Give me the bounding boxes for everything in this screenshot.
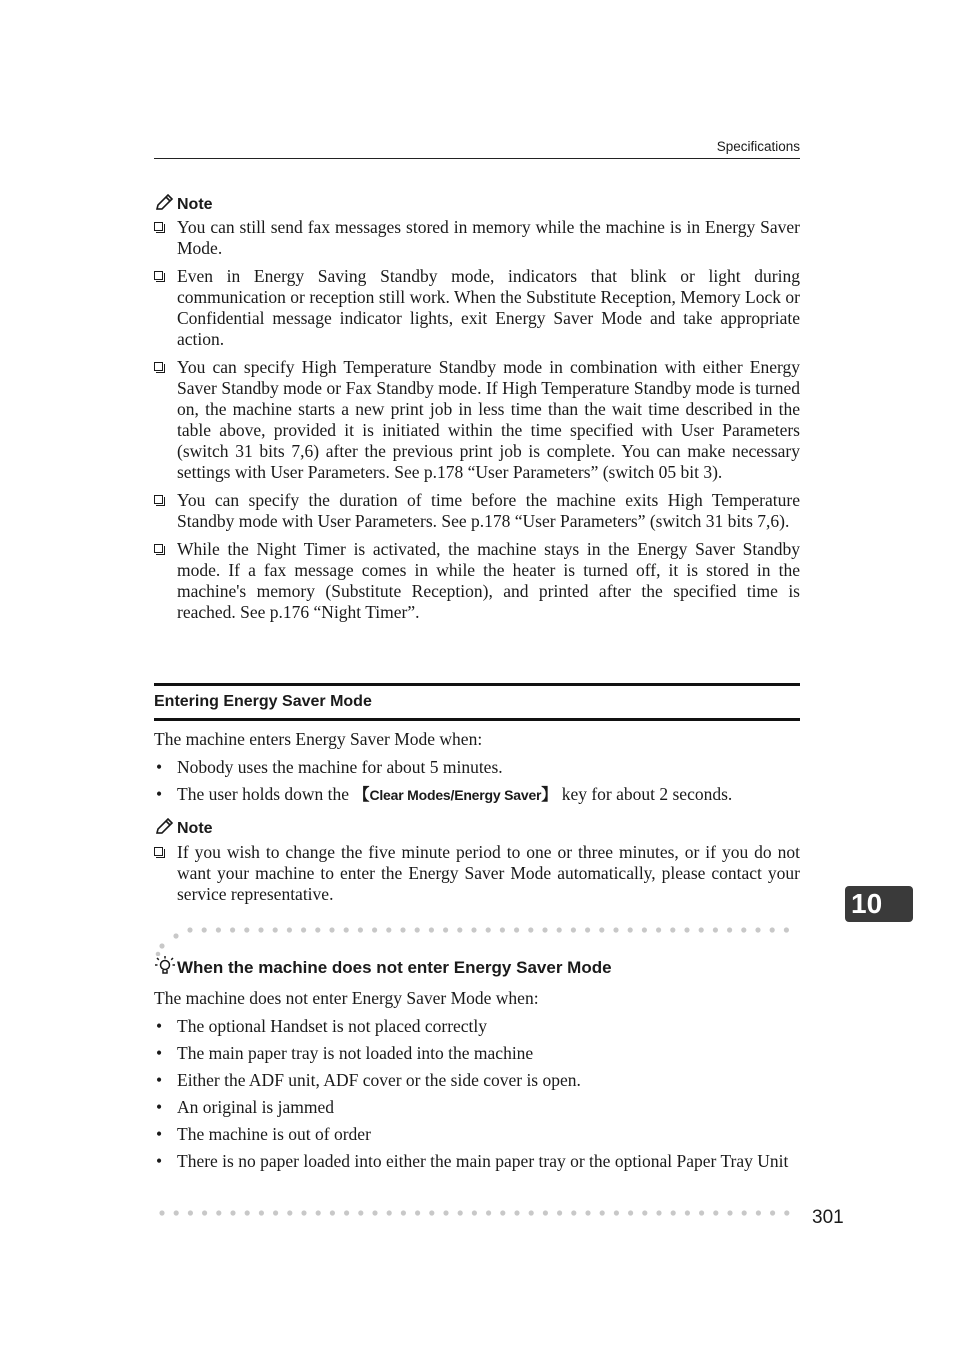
list-item: • Nobody uses the machine for about 5 minutes. (154, 757, 800, 778)
note-item: You can specify High Temperature Standby mode in combination with either Energy Saver Standby mode or Fax Standby mode. If High Temperature Standby mode is turned on, the machine starts a new print job in less time than the wait time described in the table above, provided it is initiated within the time specified with User Parameters (switch 31 bits 7,6) after the previous print job is complete. You can make necessary settings with User Parameters. See p.178 “User Parameters” (switch 05 bit 3). (154, 357, 800, 483)
checkbox-icon (154, 362, 163, 371)
note-label: Note (177, 820, 213, 837)
running-head: Specifications (154, 139, 800, 159)
note-item: Even in Energy Saving Standby mode, indicators that blink or light during communication or reception still work. When the Substitute Reception, Memory Lock or Confidential message indicator lights, exit Energy Saver Mode and take appropriate action. (154, 266, 800, 350)
lightbulb-icon (154, 955, 176, 977)
chapter-tab: 10 (845, 886, 913, 922)
dotted-separator-top (154, 926, 800, 956)
section-title: Entering Energy Saver Mode (154, 683, 800, 721)
pencil-icon (154, 818, 174, 836)
key-name: Clear Modes/Energy Saver (369, 787, 542, 803)
note-heading (154, 194, 213, 215)
key-bracket-close: 】 (541, 785, 558, 804)
list-item: • The user holds down the 【Clear Modes/Energy Saver】 key for about 2 seconds. (154, 784, 800, 806)
checkbox-icon (154, 495, 163, 504)
note-item: You can still send fax messages stored in memory while the machine is in Energy Saver Mode. (154, 217, 800, 259)
list-item: • The machine is out of order (154, 1124, 800, 1145)
section-bullets (154, 757, 800, 812)
note-item: While the Night Timer is activated, the machine stays in the Energy Saver Standby mode. If a fax message comes in while the heater is turned off, it is stored in the machine's memory (Substitute Reception), and printed after the specified time is reached. See p.176 “Night Timer”. (154, 539, 800, 623)
list-item: • There is no paper loaded into either the main paper tray or the optional Paper Tray Unit (154, 1151, 800, 1172)
tip-intro: The machine does not enter Energy Saver Mode when: (154, 988, 539, 1008)
checkbox-icon (154, 544, 163, 553)
key-bracket-open: 【 (353, 785, 370, 804)
list-item: • Either the ADF unit, ADF cover or the side cover is open. (154, 1070, 800, 1091)
checkbox-icon (154, 847, 163, 856)
note-item: You can specify the duration of time before the machine exits High Temperature Standby mode with User Parameters. See p.178 “User Parameters” (switch 31 bits 7,6). (154, 490, 800, 532)
page-number: 301 (812, 1207, 844, 1228)
tip-title: When the machine does not enter Energy Saver Mode (177, 958, 612, 977)
note-item: If you wish to change the five minute period to one or three minutes, or if you do not want your machine to enter the Energy Saver Mode automatically, please contact your service representative. (154, 842, 800, 905)
section-intro: The machine enters Energy Saver Mode when: (154, 729, 483, 749)
note-heading (154, 818, 213, 839)
tip-bullets (154, 1016, 800, 1178)
list-item: • An original is jammed (154, 1097, 800, 1118)
checkbox-icon (154, 271, 163, 280)
pencil-icon (154, 194, 174, 212)
list-item: • The optional Handset is not placed correctly (154, 1016, 800, 1037)
checkbox-icon (154, 222, 163, 231)
note-list (154, 842, 800, 912)
note-list (154, 217, 800, 630)
note-label: Note (177, 196, 213, 213)
tip-heading (154, 955, 612, 979)
list-item: • The main paper tray is not loaded into the machine (154, 1043, 800, 1064)
dotted-separator-bottom (154, 1209, 800, 1217)
